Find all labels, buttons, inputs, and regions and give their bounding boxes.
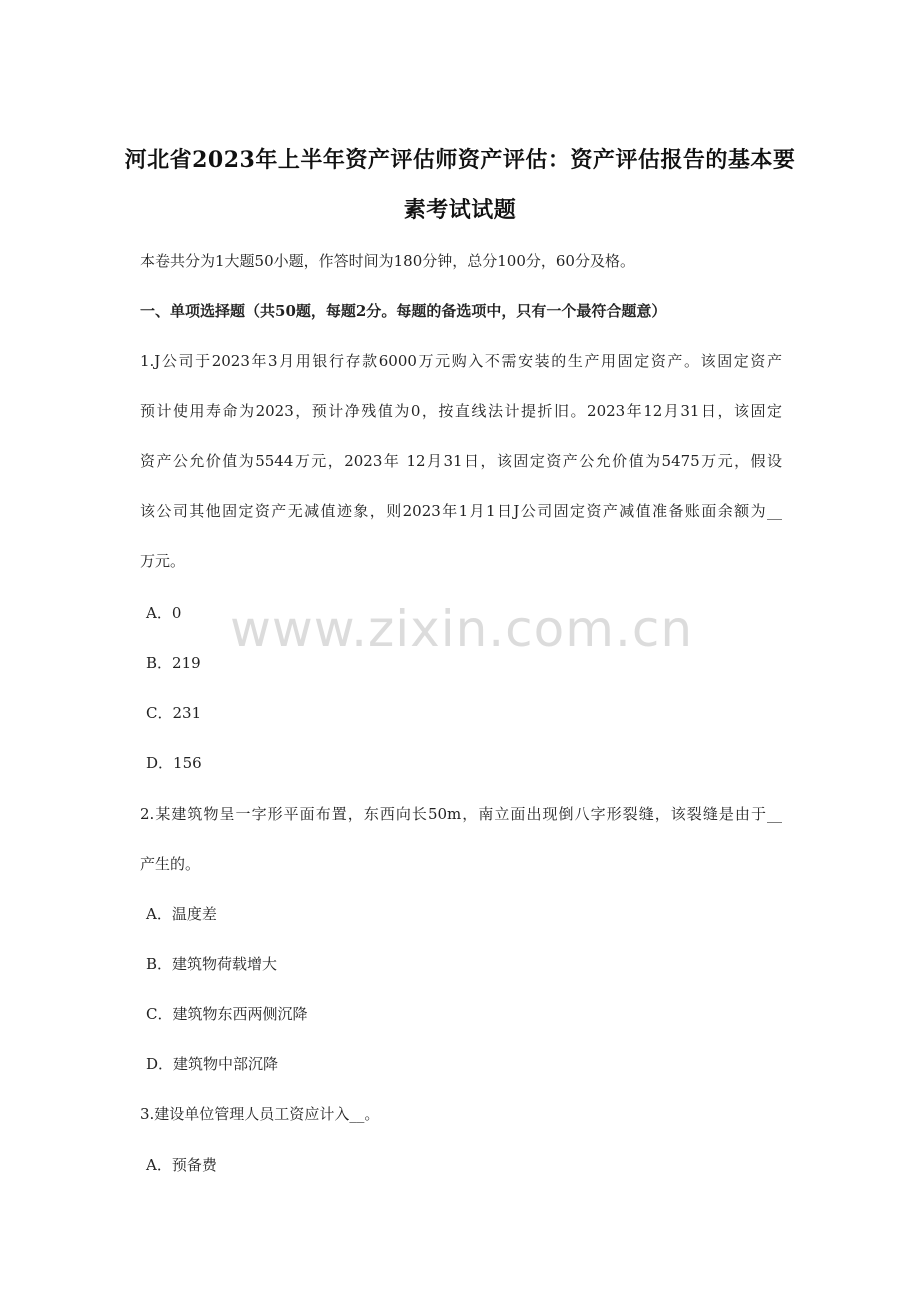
question-1-option-a: A．0 — [146, 604, 182, 622]
question-2-option-d: D．建筑物中部沉降 — [146, 1055, 279, 1073]
section-heading: 一、单项选择题（共50题，每题2分。每题的备选项中，只有一个最符合题意） — [140, 302, 667, 320]
question-1-line-4: 该公司其他固定资产无减值迹象，则2023年1月1日J公司固定资产减值准备账面余额为__ — [140, 502, 782, 520]
document-title-line-1: 河北省2023年上半年资产评估师资产评估：资产评估报告的基本要 — [124, 147, 796, 173]
question-1-line-1: 1.J公司于2023年3月用银行存款6000万元购入不需安装的生产用固定资产。该固定资产 — [140, 352, 782, 370]
question-1-option-c: C．231 — [146, 704, 202, 722]
question-1-line-3: 资产公允价值为5544万元，2023年 12月31日，该固定资产公允价值为5475万元，假设 — [140, 452, 782, 470]
exam-intro: 本卷共分为1大题50小题，作答时间为180分钟，总分100分，60分及格。 — [140, 252, 635, 270]
question-2-line-2: 产生的。 — [140, 855, 201, 873]
question-1-option-b: B．219 — [146, 654, 201, 672]
question-2-line-1: 2.某建筑物呈一字形平面布置，东西向长50m，南立面出现倒八字形裂缝，该裂缝是由于__ — [140, 805, 782, 823]
question-2-option-b: B．建筑物荷载增大 — [146, 955, 278, 973]
watermark: www.zixin.com.cn — [230, 600, 694, 658]
question-3-line-1: 3.建设单位管理人员工资应计入__。 — [140, 1105, 380, 1123]
question-1-line-5: 万元。 — [140, 552, 186, 570]
question-2-option-a: A．温度差 — [146, 905, 217, 923]
question-1-line-2: 预计使用寿命为2023，预计净残值为0，按直线法计提折旧。2023年12月31日，该固定 — [140, 402, 782, 420]
question-3-option-a: A．预备费 — [146, 1156, 217, 1174]
question-2-option-c: C．建筑物东西两侧沉降 — [146, 1005, 308, 1023]
question-1-option-d: D．156 — [146, 754, 202, 772]
document-title-line-2: 素考试试题 — [403, 197, 517, 223]
